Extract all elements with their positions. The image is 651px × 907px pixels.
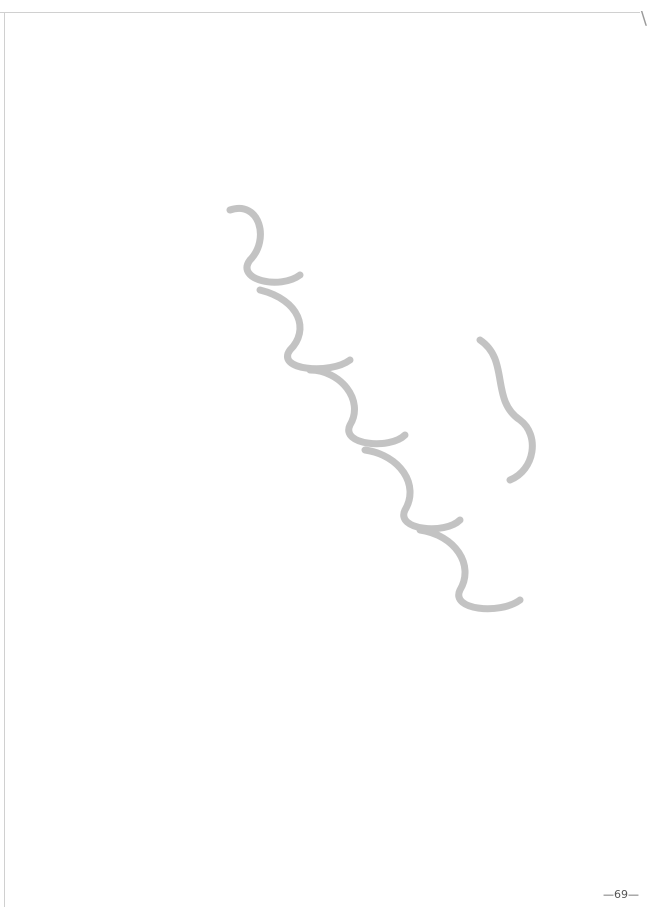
mongolian-text-columns xyxy=(10,30,630,890)
page-number: —69— xyxy=(603,888,639,901)
page-left-border xyxy=(4,12,5,907)
page-corner-mark: \ xyxy=(640,8,647,29)
page-top-border xyxy=(0,12,640,13)
